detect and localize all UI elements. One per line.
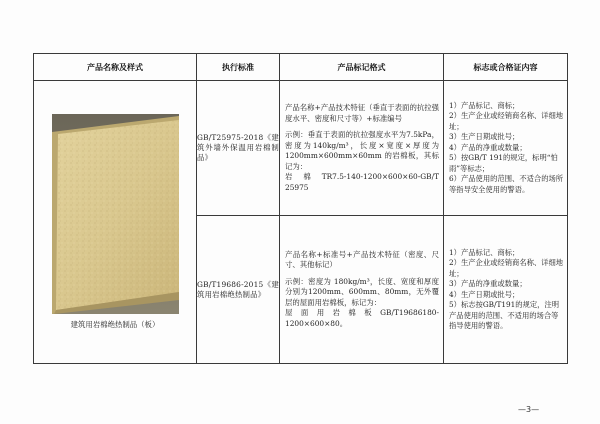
table-row xyxy=(34,81,568,216)
label-item: 2）生产企业或经销商名称、详细地址； xyxy=(449,111,564,131)
header-label-content: 标志或合格证内容 xyxy=(444,54,568,81)
product-photo xyxy=(52,114,179,314)
format-template: 产品名称+产品技术特征（垂直于表面的抗拉强度水平、密度和尺寸等）+标准编号 xyxy=(285,103,440,123)
rock-wool-board-image xyxy=(52,114,179,314)
table-header-row xyxy=(34,54,568,81)
label-item: 4）产品的净重或数量； xyxy=(449,142,527,152)
label-item: 6）产品使用的范围、不适合的场所等指导安全使用的警语。 xyxy=(449,174,564,194)
label-item: 1）产品标记、商标； xyxy=(449,247,520,257)
format-example: 示例：垂直于表面的抗拉强度水平为7.5kPa，密度为140kg/m³，长度×宽度×厚度为1200mm×600mm×60mm 的岩棉板，其标记为： xyxy=(285,130,439,171)
standard-cell: GB/T25975-2018《建筑外墙外保温用岩棉制品》 xyxy=(197,81,280,216)
label-item: 2）生产企业或经销商名称、详细地址； xyxy=(449,258,564,278)
header-standard: 执行标准 xyxy=(197,54,280,81)
label-item: 1）产品标记、商标； xyxy=(449,100,520,110)
label-content-cell xyxy=(444,81,568,216)
page-number: —3— xyxy=(518,405,540,414)
format-template: 产品名称+标准号+产品技术特征（密度、尺寸、其他标记） xyxy=(285,249,439,270)
format-example-mark: 岩棉TR7.5-140-1200×600×60-GB/T 25975 xyxy=(285,172,439,192)
marking-format-cell xyxy=(280,81,444,216)
format-example: 示例：密度为 180kg/m³，长度、宽度和厚度分别为1200mm、600mm、80mm，无外覆层的屋面用岩棉板，标记为： xyxy=(285,276,439,307)
header-marking-format: 产品标记格式 xyxy=(280,54,444,81)
format-example-mark: 屋面用岩棉板GB/T19686180-1200×600×80。 xyxy=(285,308,439,328)
label-item: 5）标志按GB/T191的规定，注明产品使用的范围、不适用的场合等指导使用的警语。 xyxy=(449,300,560,330)
standard-cell: GB/T19686-2015《建筑用岩棉绝热制品》 xyxy=(197,216,280,364)
product-cell xyxy=(34,81,197,364)
label-item: 5）按GB/T 191的规定，标明“怕雨”等标志； xyxy=(449,153,558,173)
label-content-cell xyxy=(444,216,568,364)
label-item: 3）生产日期或批号； xyxy=(449,132,520,142)
product-caption: 建筑用岩棉绝热制品（板） xyxy=(70,320,160,329)
marking-format-cell xyxy=(280,216,444,364)
label-item: 4）生产日期或批号； xyxy=(449,289,520,299)
header-product-name: 产品名称及样式 xyxy=(34,54,197,81)
standards-table xyxy=(33,53,568,364)
label-item: 3）产品的净重或数量； xyxy=(449,279,527,288)
